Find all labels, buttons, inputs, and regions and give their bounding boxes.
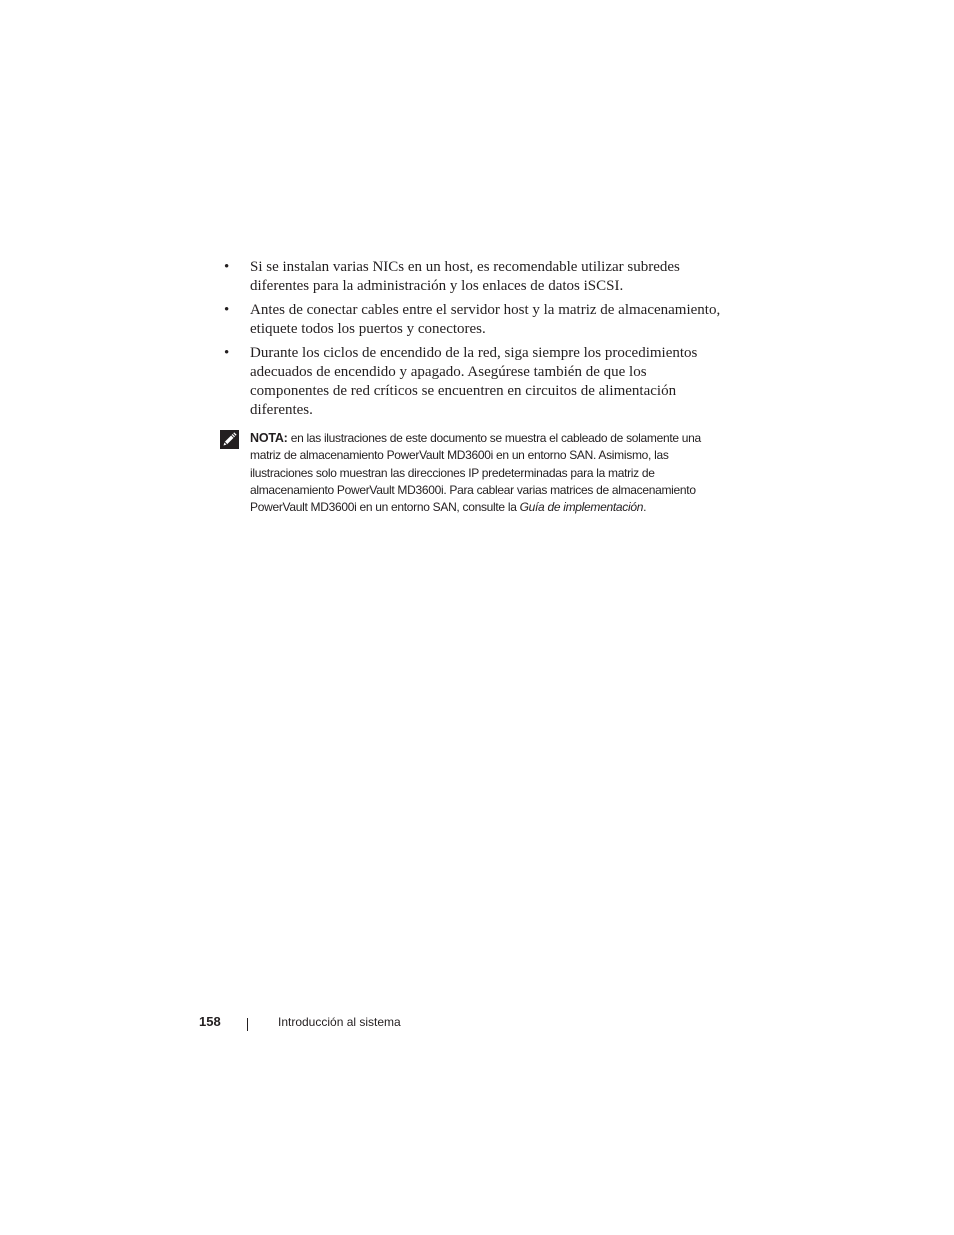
doc-reference: Guía de implementación	[519, 500, 644, 515]
bullet-text: Si se instalan varias NICs en un host, es recomendable utilizar subredes diferentes para la administración y los enlaces de datos iSCSI.	[250, 259, 680, 294]
bullet-symbol: •	[224, 302, 230, 318]
footer-separator	[247, 1018, 248, 1031]
note-body	[250, 430, 720, 516]
bullet-list	[222, 258, 722, 425]
note-end: .	[643, 500, 647, 515]
note-label: NOTA:	[250, 431, 288, 445]
bullet-symbol: •	[224, 345, 230, 361]
bullet-symbol: •	[224, 259, 230, 275]
bullet-item	[222, 301, 722, 339]
page-number: 158	[199, 1014, 221, 1029]
note-pencil-icon	[220, 430, 239, 449]
bullet-item	[222, 344, 722, 420]
note-text: en las ilustraciones de este documento se muestra el cableado de solamente una matriz de almacenamiento PowerVault MD3600i en un entorno SAN. Asimismo, las ilustraciones solo muestran las direcciones IP predeterminadas para la matriz de almacenamiento PowerVault MD3600i. Para cablear varias matrices de almacenamiento PowerVault MD3600i en un entorno SAN, consulte la	[250, 431, 701, 515]
footer-section-title: Introducción al sistema	[278, 1015, 401, 1029]
bullet-text: Antes de conectar cables entre el servidor host y la matriz de almacenamiento, etiquete todos los puertos y conectores.	[250, 302, 721, 337]
bullet-item	[222, 258, 722, 296]
bullet-text: Durante los ciclos de encendido de la red, siga siempre los procedimientos adecuados de encendido y apagado. Asegúrese también de que los componentes de red críticos se encuentren en circuitos de alimentación diferentes.	[250, 345, 698, 418]
note-block	[220, 430, 720, 516]
